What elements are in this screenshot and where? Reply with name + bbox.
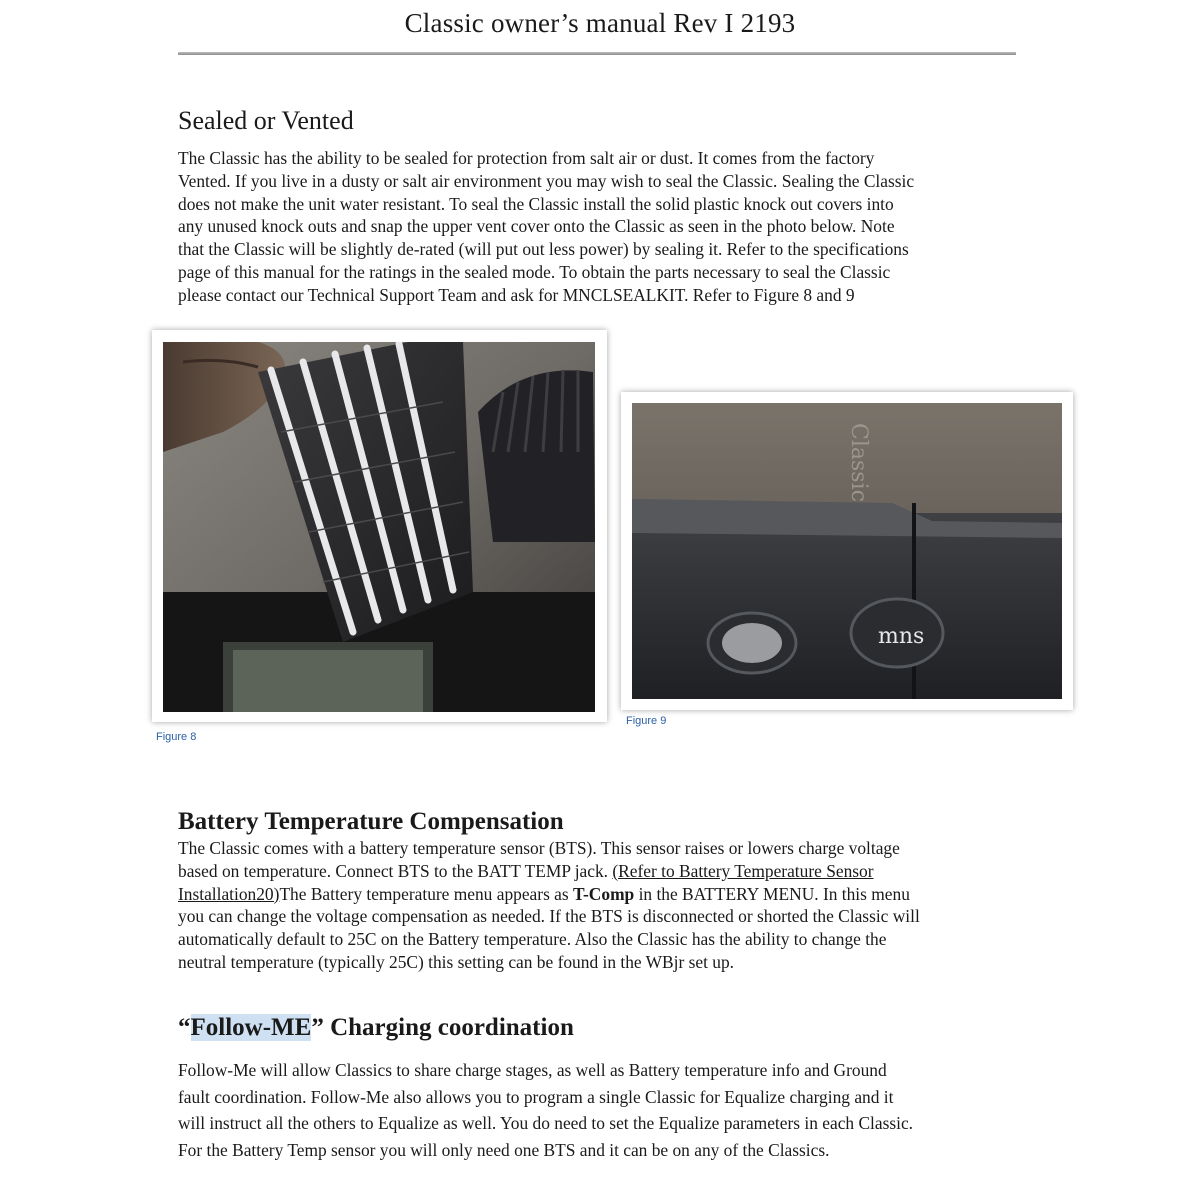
heading-battery-temperature-compensation: Battery Temperature Compensation bbox=[178, 808, 564, 835]
figure-9-classic-text: Classic bbox=[846, 423, 871, 502]
paragraph-battery-temperature bbox=[178, 837, 920, 974]
text-line: fault coordination. Follow-Me also allows you to program a single Classic for Equalize charging and it bbox=[178, 1086, 894, 1107]
text-line: you can change the voltage compensation as needed. If the BTS is disconnected or shorted the Classic will bbox=[178, 906, 920, 927]
text-line: does not make the unit water resistant. To seal the Classic install the solid plastic knock out covers into bbox=[178, 193, 894, 214]
text-line: neutral temperature (typically 25C) this setting can be found in the WBjr set up. bbox=[178, 951, 735, 972]
heading-sealed-or-vented: Sealed or Vented bbox=[178, 106, 354, 135]
heading-rest: ” Charging coordination bbox=[311, 1014, 574, 1041]
text-line: that the Classic will be slightly de-rated (will put out less power) by sealing it. Refer to the specifications bbox=[178, 239, 909, 260]
text-line: The Classic has the ability to be sealed for protection from salt air or dust. It comes from the factory bbox=[178, 148, 875, 168]
header-divider bbox=[178, 52, 1016, 55]
text-line: any unused knock outs and snap the upper vent cover onto the Classic as seen in the photo below. Note bbox=[178, 216, 895, 237]
t-comp-label: T-Comp bbox=[573, 883, 635, 904]
bts-installation-link-cont[interactable]: Installation20) bbox=[178, 883, 280, 904]
bts-installation-link[interactable]: (Refer to Battery Temperature Sensor bbox=[612, 860, 874, 881]
heading-quote-open: “ bbox=[178, 1014, 191, 1041]
text-line: Vented. If you live in a dusty or salt air environment you may wish to seal the Classic. Sealing the Classic bbox=[178, 170, 915, 191]
figure-8-photo bbox=[152, 330, 607, 722]
text-line: Follow-Me will allow Classics to share charge stages, as well as Battery temperature info and Ground bbox=[178, 1060, 887, 1080]
text-segment: The Battery temperature menu appears as bbox=[279, 883, 574, 904]
text-line: page of this manual for the ratings in the sealed mode. To obtain the parts necessary to seal the Classic bbox=[178, 261, 891, 282]
text-line: automatically default to 25C on the Battery temperature. Also the Classic has the ability to change the bbox=[178, 929, 887, 950]
text-line: The Classic comes with a battery temperature sensor (BTS). This sensor raises or lowers charge voltage bbox=[178, 838, 900, 858]
text-line: please contact our Technical Support Team and ask for MNCLSEALKIT. Refer to Figure 8 and 9 bbox=[178, 284, 855, 305]
paragraph-sealed-or-vented bbox=[178, 147, 914, 307]
figure-9-logo-text: mns bbox=[878, 624, 925, 649]
figure-8-caption: Figure 8 bbox=[156, 731, 197, 743]
text-line: For the Battery Temp sensor you will only need one BTS and it can be on any of the Classics. bbox=[178, 1139, 830, 1160]
figure-9-image bbox=[632, 403, 1062, 699]
follow-me-highlight: Follow-ME bbox=[190, 1014, 312, 1041]
text-segment: based on temperature. Connect BTS to the BATT TEMP jack. bbox=[178, 860, 613, 881]
figure-9-photo bbox=[621, 392, 1073, 710]
heading-follow-me bbox=[178, 1014, 574, 1042]
text-line: will instruct all the others to Equalize as well. You do need to set the Equalize parameters in each Classic. bbox=[178, 1113, 914, 1133]
paragraph-follow-me bbox=[178, 1057, 913, 1163]
text-line bbox=[178, 860, 920, 883]
text-segment: in the BATTERY MENU. In this menu bbox=[634, 883, 910, 904]
figure-8-image bbox=[163, 342, 595, 712]
figure-9-caption: Figure 9 bbox=[626, 715, 667, 727]
text-line bbox=[178, 883, 920, 906]
page-header-title: Classic owner’s manual Rev I 2193 bbox=[404, 8, 796, 38]
